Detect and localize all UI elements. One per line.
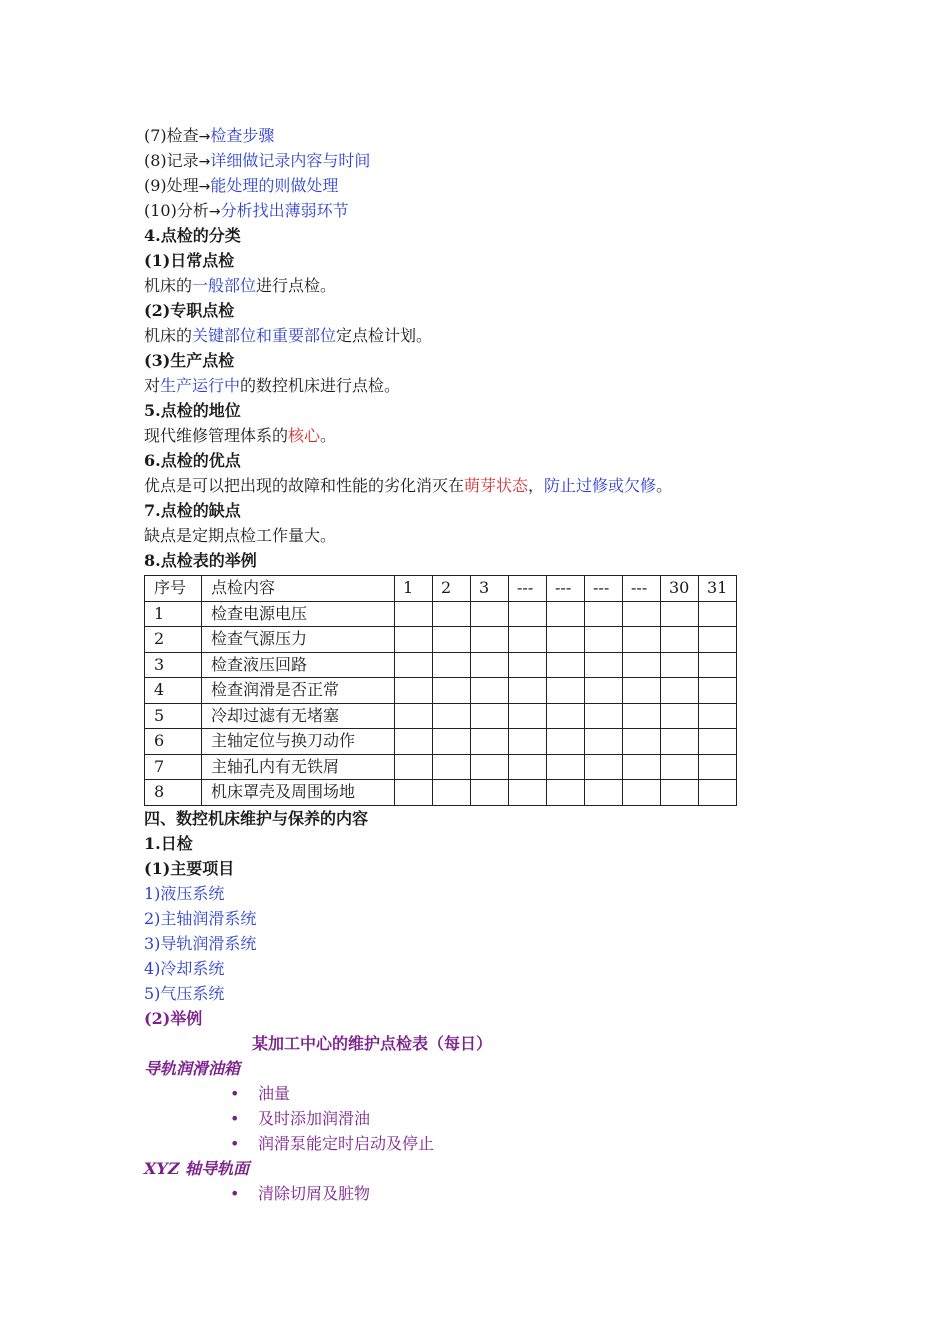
highlight-text: 生产运行中	[160, 376, 241, 395]
text: 。	[656, 476, 673, 495]
table-cell: 2	[145, 627, 202, 653]
text: 现代维修管理体系的	[144, 426, 289, 445]
group-title: XYZ 轴导轨面	[144, 1158, 250, 1178]
sub-heading: (2)专职点检	[144, 301, 235, 320]
column-header: 30	[661, 576, 699, 602]
column-header: ---	[509, 576, 547, 602]
section-heading: 7.点检的缺点	[144, 501, 241, 520]
table-cell: 冷却过滤有无堵塞	[202, 703, 395, 729]
table-row	[145, 627, 737, 653]
table-cell: 1	[145, 601, 202, 627]
bullet-item	[144, 1081, 764, 1106]
bullet-text: 油量	[258, 1083, 291, 1103]
arrow-icon: →	[198, 179, 211, 195]
table-row	[145, 729, 737, 755]
step-text: 检查步骤	[210, 126, 275, 145]
table-cell: 8	[145, 780, 202, 806]
bullet-item	[144, 1131, 764, 1156]
table-cell: 主轴定位与换刀动作	[202, 729, 395, 755]
table-header-row	[145, 576, 737, 602]
paragraph	[144, 273, 764, 298]
table-row	[145, 678, 737, 704]
inspection-table	[144, 575, 737, 806]
paragraph	[144, 423, 764, 448]
highlight-text: 关键部位和重要部位	[192, 326, 337, 345]
arrow-icon: →	[198, 129, 211, 145]
bullet-icon: •	[230, 1108, 240, 1128]
group-title: 导轨润滑油箱	[144, 1058, 241, 1078]
bullet-text: 润滑泵能定时启动及停止	[258, 1133, 435, 1153]
column-header: 序号	[145, 576, 202, 602]
table-row	[145, 754, 737, 780]
bullet-icon: •	[230, 1083, 240, 1103]
step-text: 分析找出薄弱环节	[220, 201, 349, 220]
highlight-text: 萌芽状态	[464, 476, 529, 495]
text: 对	[144, 376, 161, 395]
table-cell: 7	[145, 754, 202, 780]
paragraph	[144, 373, 764, 398]
text: 机床的	[144, 326, 193, 345]
sub-heading: (3)生产点检	[144, 351, 235, 370]
section-heading: 5.点检的地位	[144, 401, 241, 420]
step-line	[144, 123, 764, 148]
table-cell: 3	[145, 652, 202, 678]
step-label: (10)分析	[144, 201, 209, 220]
column-header: 2	[433, 576, 471, 602]
step-line	[144, 148, 764, 173]
list-item: 3)导轨润滑系统	[144, 933, 257, 953]
arrow-icon: →	[198, 154, 211, 170]
bullet-icon: •	[230, 1133, 240, 1153]
table-cell: 4	[145, 678, 202, 704]
text: 机床的	[144, 276, 193, 295]
column-header: ---	[547, 576, 585, 602]
step-label: (8)记录	[144, 151, 199, 170]
list-item: 4)冷却系统	[144, 958, 225, 978]
table-cell: 机床罩壳及周围场地	[202, 780, 395, 806]
highlight-text: 核心	[288, 426, 321, 445]
sub-heading: 1.日检	[144, 833, 193, 853]
sub-heading: (1)主要项目	[144, 858, 235, 878]
text: 进行点检。	[256, 276, 337, 295]
paragraph	[144, 323, 764, 348]
table-title: 某加工中心的维护点检表（每日）	[252, 1033, 493, 1053]
paragraph: 缺点是定期点检工作量大。	[144, 526, 337, 545]
bullet-icon: •	[230, 1183, 240, 1203]
text: 优点是可以把出现的故障和性能的劣化消灭在	[144, 476, 465, 495]
text: 。	[320, 426, 337, 445]
step-text: 详细做记录内容与时间	[210, 151, 371, 170]
section-heading: 8.点检表的举例	[144, 551, 257, 570]
bullet-item	[144, 1181, 764, 1206]
table-cell: 检查电源电压	[202, 601, 395, 627]
column-header: ---	[623, 576, 661, 602]
part-heading: 四、数控机床维护与保养的内容	[144, 808, 369, 828]
text: 定点检计划。	[336, 326, 433, 345]
bullet-item	[144, 1106, 764, 1131]
table-cell: 检查气源压力	[202, 627, 395, 653]
sub-heading: (2)举例	[144, 1008, 203, 1028]
document-page	[144, 123, 764, 1206]
table-cell: 主轴孔内有无铁屑	[202, 754, 395, 780]
table-cell: 检查润滑是否正常	[202, 678, 395, 704]
table-cell: 5	[145, 703, 202, 729]
section-heading: 4.点检的分类	[144, 226, 241, 245]
step-line	[144, 173, 764, 198]
text: ，	[528, 476, 545, 495]
table-cell: 检查液压回路	[202, 652, 395, 678]
step-text: 能处理的则做处理	[210, 176, 339, 195]
bullet-text: 及时添加润滑油	[258, 1108, 371, 1128]
bullet-text: 清除切屑及脏物	[258, 1183, 371, 1203]
column-header: 点检内容	[202, 576, 395, 602]
table-cell: 6	[145, 729, 202, 755]
column-header: 31	[699, 576, 737, 602]
paragraph	[144, 473, 764, 498]
list-item: 1)液压系统	[144, 883, 225, 903]
column-header: 1	[395, 576, 433, 602]
column-header: ---	[585, 576, 623, 602]
arrow-icon: →	[208, 204, 221, 220]
highlight-text: 一般部位	[192, 276, 257, 295]
text: 的数控机床进行点检。	[240, 376, 401, 395]
step-label: (9)处理	[144, 176, 199, 195]
table-row	[145, 601, 737, 627]
step-label: (7)检查	[144, 126, 199, 145]
highlight-text: 防止过修或欠修	[544, 476, 657, 495]
table-row	[145, 652, 737, 678]
list-item: 5)气压系统	[144, 983, 225, 1003]
column-header: 3	[471, 576, 509, 602]
table-row	[145, 780, 737, 806]
step-line	[144, 198, 764, 223]
list-item: 2)主轴润滑系统	[144, 908, 257, 928]
sub-heading: (1)日常点检	[144, 251, 235, 270]
section-heading: 6.点检的优点	[144, 451, 241, 470]
table-row	[145, 703, 737, 729]
